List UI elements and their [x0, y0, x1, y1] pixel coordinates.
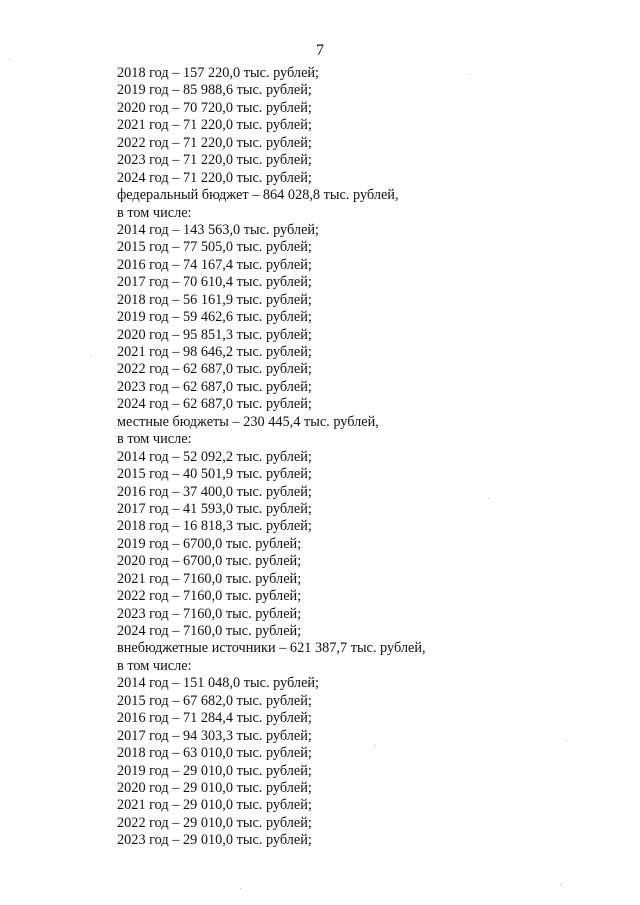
funding-line: 2014 год – 52 092,2 тыс. рублей; — [117, 448, 312, 465]
scan-speck — [488, 498, 489, 499]
funding-line: 2024 год – 62 687,0 тыс. рублей; — [117, 396, 312, 413]
funding-line: 2019 год – 29 010,0 тыс. рублей; — [117, 762, 312, 779]
funding-line: 2021 год – 7160,0 тыс. рублей; — [117, 570, 302, 587]
funding-line: 2017 год – 41 593,0 тыс. рублей; — [117, 500, 312, 517]
funding-line: 2021 год – 98 646,2 тыс. рублей; — [117, 344, 312, 360]
funding-line: 2018 год – 63 010,0 тыс. рублей; — [117, 745, 312, 762]
funding-line: 2014 год – 143 563,0 тыс. рублей; — [117, 221, 320, 238]
funding-line: 2018 год – 157 220,0 тыс. рублей; — [117, 65, 320, 81]
scan-speck — [560, 884, 561, 885]
funding-line: 2014 год – 151 048,0 тыс. рублей; — [117, 675, 320, 692]
funding-line: 2015 год – 40 501,9 тыс. рублей; — [117, 466, 312, 483]
funding-line: местные бюджеты – 230 445,4 тыс. рублей, — [117, 413, 379, 430]
funding-line: 2016 год – 74 167,4 тыс. рублей; — [117, 256, 312, 273]
scan-speck — [240, 888, 241, 889]
scan-speck — [375, 745, 376, 746]
funding-line: 2022 год – 29 010,0 тыс. рублей; — [117, 814, 312, 831]
funding-list — [117, 65, 426, 850]
funding-line: 2019 год – 85 988,6 тыс. рублей; — [117, 82, 312, 99]
funding-line: 2017 год – 70 610,4 тыс. рублей; — [117, 274, 312, 291]
funding-line: в том числе: — [117, 204, 192, 221]
funding-line: федеральный бюджет – 864 028,8 тыс. рублей, — [117, 187, 399, 204]
funding-line: 2020 год – 70 720,0 тыс. рублей; — [117, 99, 312, 116]
funding-line: 2015 год – 67 682,0 тыс. рублей; — [117, 692, 312, 709]
funding-line: 2016 год – 37 400,0 тыс. рублей; — [117, 483, 312, 500]
funding-line: 2015 год – 77 505,0 тыс. рублей; — [117, 239, 312, 256]
funding-line: 2024 год – 7160,0 тыс. рублей; — [117, 623, 302, 639]
funding-line: 2023 год – 29 010,0 тыс. рублей; — [117, 832, 312, 849]
funding-line: 2022 год – 7160,0 тыс. рублей; — [117, 588, 302, 605]
scan-speck — [470, 74, 471, 75]
funding-line: 2019 год – 6700,0 тыс. рублей; — [117, 535, 302, 552]
funding-line: 2017 год – 94 303,3 тыс. рублей; — [117, 727, 312, 744]
funding-line: внебюджетные источники – 621 387,7 тыс. рублей, — [117, 640, 426, 657]
funding-line: 2023 год – 71 220,0 тыс. рублей; — [117, 152, 312, 169]
funding-line: 2022 год – 71 220,0 тыс. рублей; — [117, 134, 312, 151]
funding-line: 2020 год – 6700,0 тыс. рублей; — [117, 553, 302, 570]
funding-line: 2020 год – 95 851,3 тыс. рублей; — [117, 326, 312, 343]
scan-speck — [90, 355, 91, 356]
scan-speck — [566, 740, 567, 741]
funding-line: 2021 год – 29 010,0 тыс. рублей; — [117, 797, 312, 814]
funding-line: в том числе: — [117, 657, 192, 674]
funding-line: 2018 год – 56 161,9 тыс. рублей; — [117, 291, 312, 308]
funding-line: 2023 год – 7160,0 тыс. рублей; — [117, 605, 302, 622]
page-number: 7 — [316, 42, 324, 59]
funding-line: 2016 год – 71 284,4 тыс. рублей; — [117, 710, 312, 727]
scan-speck — [9, 59, 10, 60]
funding-line: 2019 год – 59 462,6 тыс. рублей; — [117, 309, 312, 326]
funding-line: в том числе: — [117, 431, 192, 448]
funding-line: 2023 год – 62 687,0 тыс. рублей; — [117, 378, 312, 395]
funding-line: 2024 год – 71 220,0 тыс. рублей; — [117, 169, 312, 186]
funding-line: 2022 год – 62 687,0 тыс. рублей; — [117, 361, 312, 378]
funding-line: 2018 год – 16 818,3 тыс. рублей; — [117, 518, 312, 535]
funding-line: 2020 год – 29 010,0 тыс. рублей; — [117, 779, 312, 796]
funding-line: 2021 год – 71 220,0 тыс. рублей; — [117, 117, 312, 134]
